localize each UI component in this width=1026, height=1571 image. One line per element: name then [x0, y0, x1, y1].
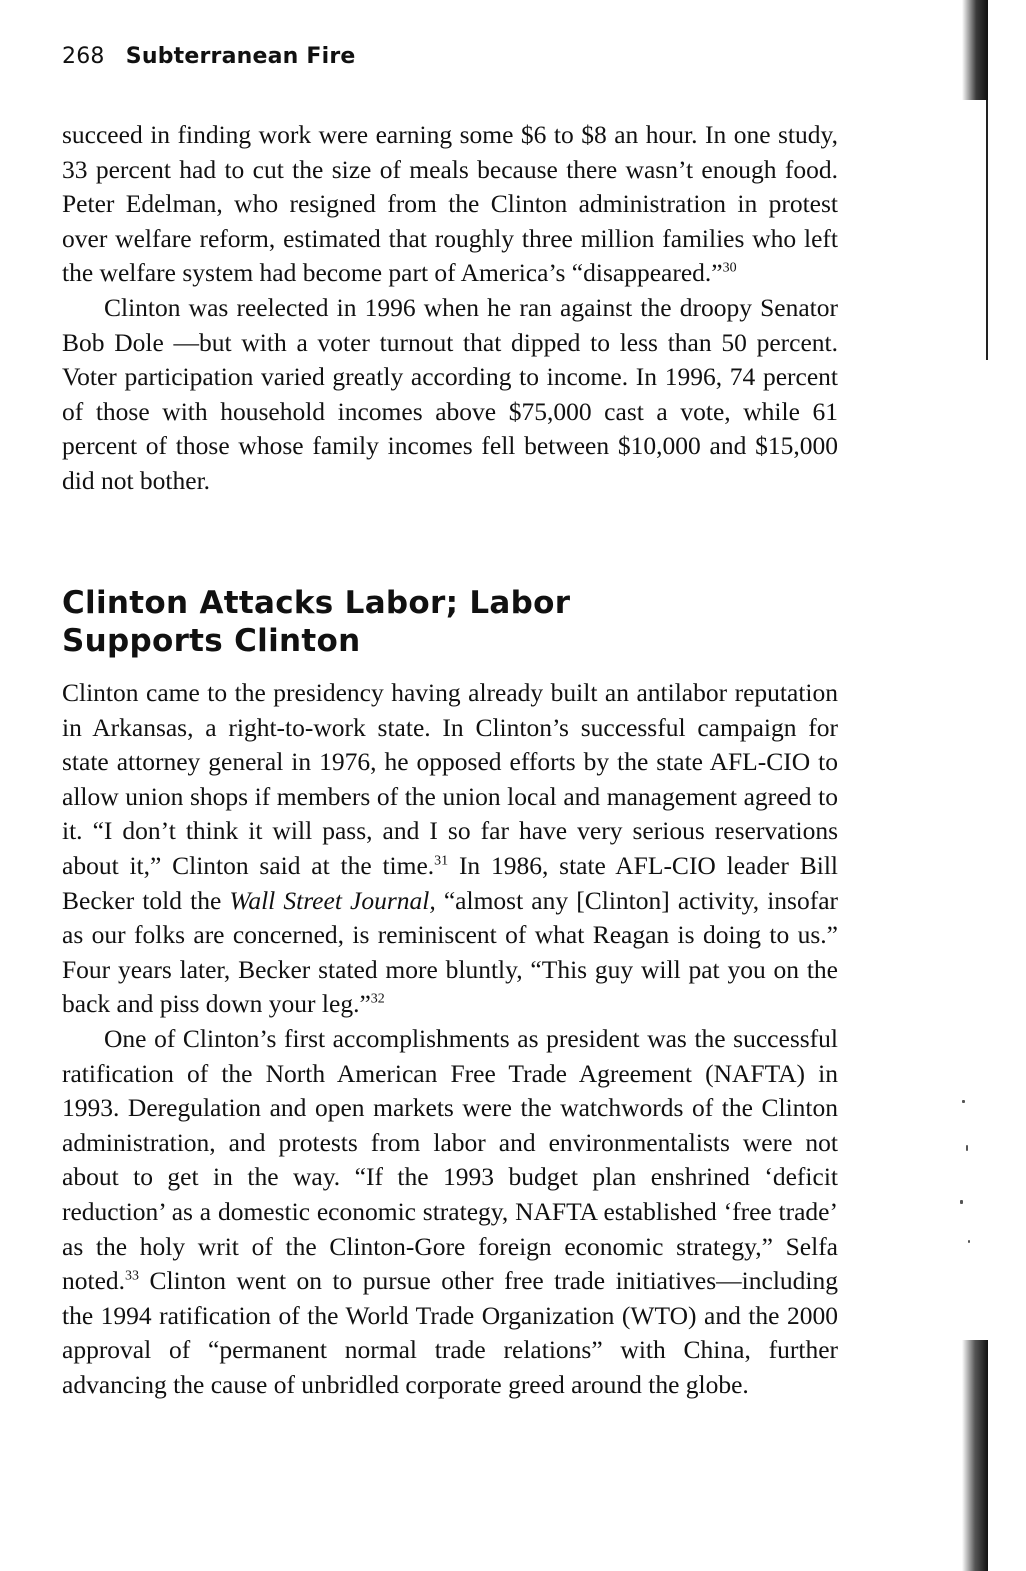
running-header — [62, 44, 356, 69]
footnote-ref: 33 — [125, 1268, 140, 1284]
scan-speck — [966, 1145, 968, 1151]
page-number: 268 — [62, 44, 105, 69]
body-text-top — [62, 118, 838, 499]
footnote-ref: 30 — [722, 260, 737, 276]
paragraph-text: Clinton came to the presidency having already built an antilabor reputation in Arkansas, a right-to-work state. In Clinton’s successful campaign for state attorney general in 1976, he opposed efforts by the state AFL-CIO to allow union shops if members of the union local and management agreed to it. “I don’t think it will pass, and I so far have very serious reservations about it,” Clinton said at the time. — [62, 678, 838, 880]
scan-edge-shadow — [962, 0, 988, 100]
paragraph-text: Clinton went on to pursue other free trade initiatives—including the 1994 ratification of the World Trade Organization (WTO) and the 2000 approval of “permanent normal trade relations” with China, further advancing the cause of unbridled corporate greed around the globe. — [62, 1266, 838, 1399]
paragraph-text: succeed in finding work were earning some $6 to $8 an hour. In one study, 33 percent had to cut the size of meals because there wasn’t enough food. Peter Edelman, who resigned from the Clinton administration in protest over welfare reform, estimated that roughly three million families who left the welfare system had become part of America’s “disappeared.” — [62, 120, 838, 288]
body-text-bottom — [62, 676, 838, 1402]
scan-edge-shadow — [962, 1340, 988, 1571]
book-title: Subterranean Fire — [125, 44, 356, 69]
heading-line: Clinton Attacks Labor; Labor — [62, 585, 571, 621]
footnote-ref: 32 — [370, 991, 385, 1007]
paragraph — [62, 118, 838, 291]
footnote-ref: 31 — [434, 853, 449, 869]
paragraph-text: Clinton was reelected in 1996 when he ran against the droopy Senator Bob Dole —but with a voter turnout that dipped to less than 50 percent. Voter participation varied greatly according to income. In 1996, 74 percent of those with household incomes above $75,000 cast a vote, while 61 percent of those whose family incomes fell between $10,000 and $15,000 did not bother. — [62, 292, 838, 495]
heading-line: Supports Clinton — [62, 623, 361, 659]
scan-speck — [962, 1100, 965, 1103]
paragraph-text: In 1986, state AFL-CIO leader Bill Becker told the — [62, 850, 838, 915]
scan-edge-line — [986, 100, 988, 360]
paragraph — [62, 1022, 838, 1403]
paragraph — [62, 676, 838, 1022]
section-heading — [62, 584, 838, 660]
paragraph-text: “almost any [Clinton] activity, insofar as our folks are concerned, is reminiscent of what Reagan is doing to us.” Four years later, Becker stated more bluntly, “This guy will pat you on the back and piss down your leg.” — [62, 885, 838, 1019]
paragraph — [62, 291, 838, 499]
publication-title: Wall Street Journal, — [229, 885, 436, 915]
paragraph-text: One of Clinton’s first accomplishments as president was the successful ratification of the North American Free Trade Agreement (NAFTA) in 1993. Deregulation and open markets were the watchwords of the Clinton administration, and protests from labor and environmentalists were not about to get in the way. “If the 1993 budget plan enshrined ‘deficit reduction’ as a domestic economic strategy, NAFTA established ‘free trade’ as the holy writ of the Clinton-Gore foreign economic strategy,” Selfa noted. — [62, 1023, 838, 1296]
scan-speck — [968, 1240, 970, 1243]
scan-speck — [960, 1200, 963, 1204]
